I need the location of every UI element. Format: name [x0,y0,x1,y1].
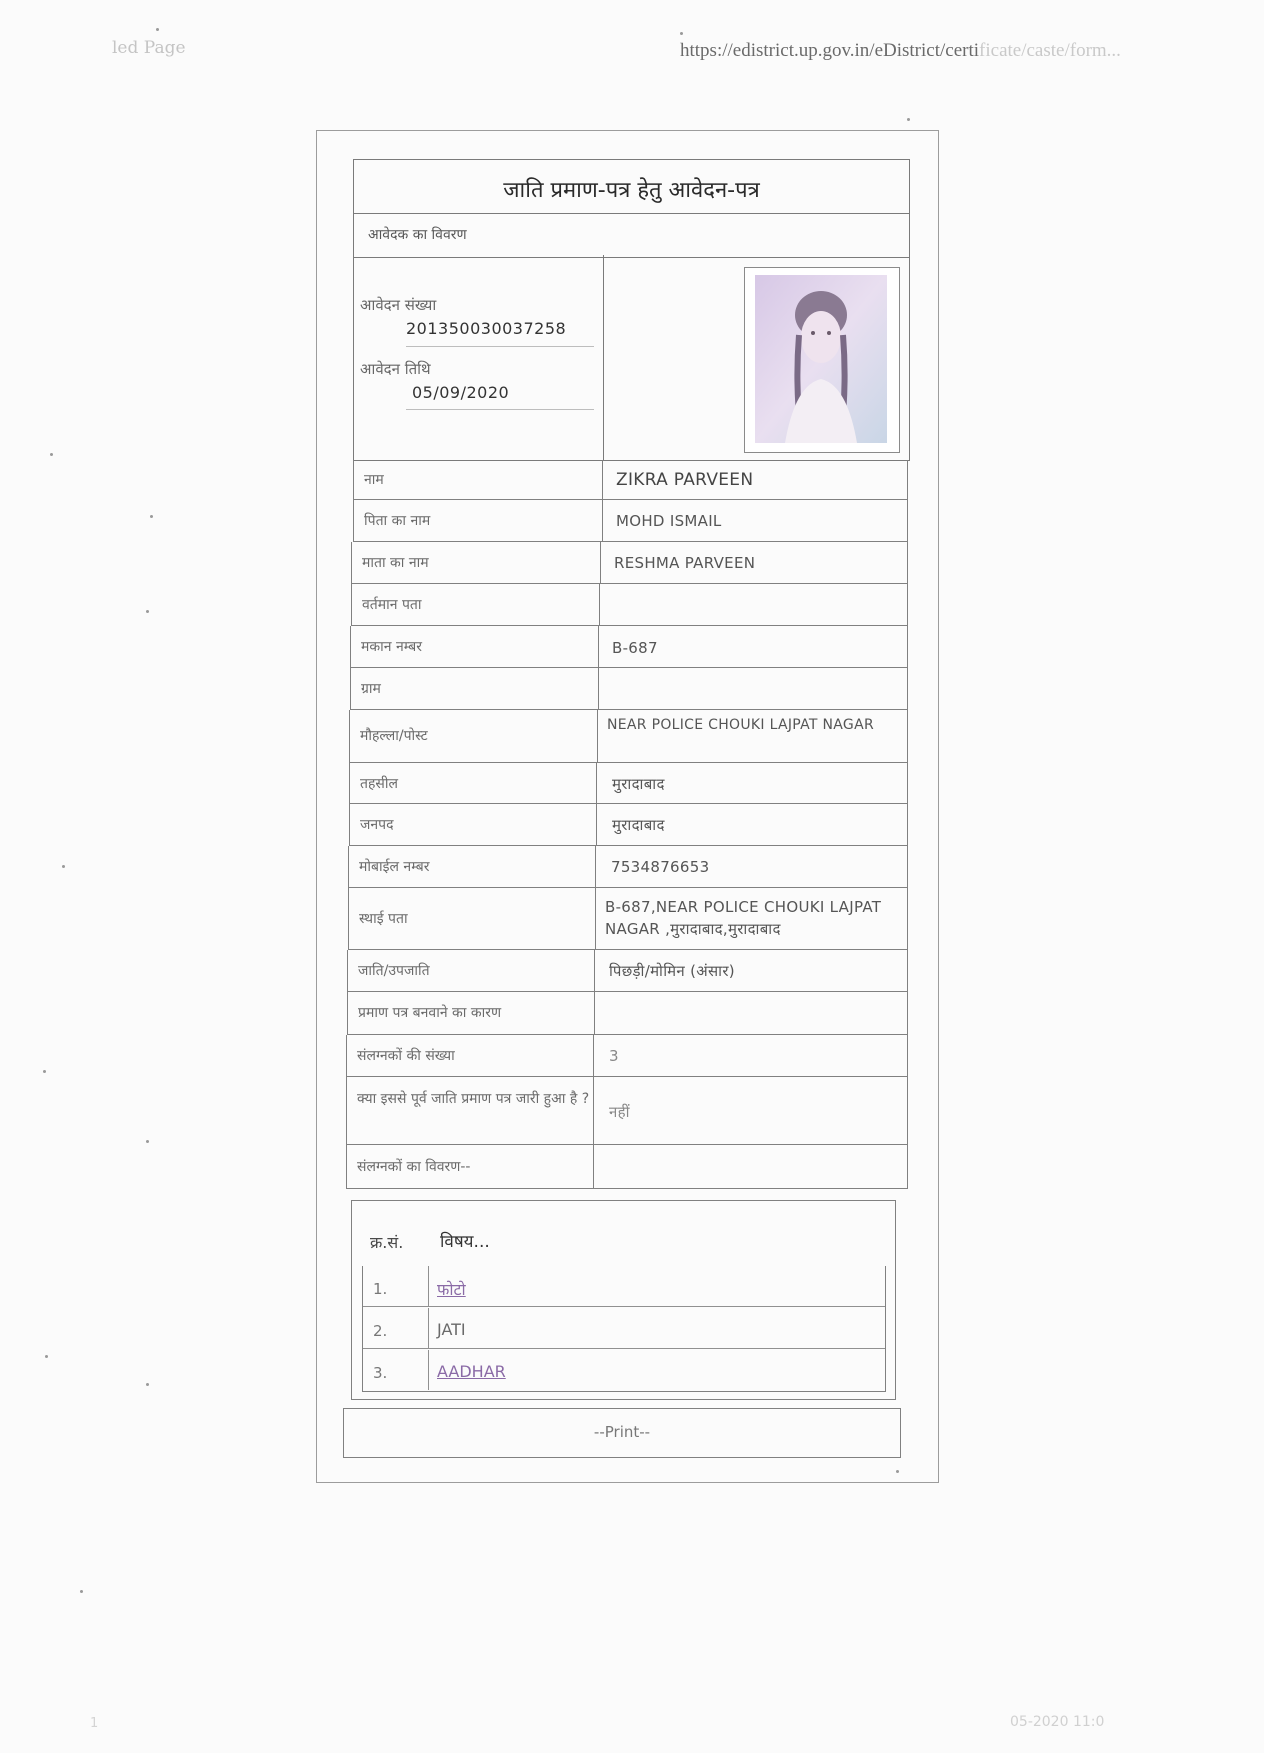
detail-row-tehsil [349,763,908,804]
scan-speck [43,1070,46,1073]
permanent-address: B-687,NEAR POLICE CHOUKI LAJPAT NAGAR ,मुरादाबाद,मुरादाबाद [605,898,882,938]
column-header-sr: क्र.सं. [370,1233,404,1252]
column-divider [599,584,600,625]
detail-row-attachment-count [346,1035,908,1077]
title-divider [354,213,909,214]
column-divider [596,763,597,803]
column-divider [596,804,597,845]
caste-subcaste: पिछड़ी/मोमिन (अंसार) [609,962,735,980]
print-link[interactable]: --Print-- [593,1423,651,1441]
scan-speck [62,865,65,868]
item-number: 2. [373,1322,388,1340]
form-title: जाति प्रमाण-पत्र हेतु आवेदन-पत्र [503,178,760,203]
detail-row-mobile [348,846,908,888]
scan-speck [907,118,910,121]
column-divider [602,500,603,541]
section-label: आवेदक का विवरण [368,227,467,243]
row-label: माता का नाम [362,555,429,571]
locality: NEAR POLICE CHOUKI LAJPAT NAGAR [607,717,874,733]
house-number: B-687 [612,639,658,657]
application-number: 201350030037258 [406,319,567,338]
column-divider [593,1035,594,1076]
attachment-link-photo[interactable]: फोटो [437,1280,466,1299]
row-label: जाति/उपजाति [358,963,430,979]
attachments-table [351,1200,896,1400]
row-label: तहसील [360,776,398,792]
row-label: वर्तमान पता [362,597,422,613]
detail-row-reason [347,992,908,1035]
divider [406,346,594,347]
list-item [363,1308,885,1349]
column-divider [603,255,604,460]
mobile-number: 7534876653 [611,858,710,876]
column-divider [595,888,596,949]
column-divider [598,626,599,667]
column-divider [593,1145,594,1188]
row-label: मोबाईल नम्बर [359,859,430,875]
district: मुरादाबाद [612,816,665,834]
scan-speck [146,1383,149,1386]
column-divider [597,710,598,762]
applicant-photo [744,267,900,453]
column-divider [428,1308,429,1348]
row-label: प्रमाण पत्र बनवाने का कारण [358,1005,502,1021]
column-divider [598,668,599,709]
detail-row-village [350,668,908,710]
portrait-icon [755,275,887,443]
scan-speck [45,1355,48,1358]
detail-row-name [353,460,908,500]
scan-speck [146,610,149,613]
print-row [343,1408,901,1458]
application-date: 05/09/2020 [412,383,510,402]
row-label: मौहल्ला/पोस्ट [360,728,428,744]
detail-row-caste [347,950,908,992]
row-label: ग्राम [361,681,381,697]
column-divider [602,460,603,499]
row-label: पिता का नाम [364,513,431,529]
column-divider [593,1077,594,1144]
scan-speck [146,1140,149,1143]
detail-row-district [349,804,908,846]
detail-row-attachment-details [346,1145,908,1189]
previous-certificate-issued: नहीं [609,1103,630,1121]
divider [406,409,594,410]
detail-row-father [353,500,908,542]
applicant-name: ZIKRA PARVEEN [616,470,754,490]
row-label: संलग्नकों का विवरण-- [357,1159,471,1175]
father-name: MOHD ISMAIL [616,512,722,530]
item-number: 3. [373,1364,388,1382]
footer-timestamp: 05-2020 11:0 [1010,1714,1105,1730]
scan-speck [680,32,683,35]
attachments-list [362,1266,886,1392]
mother-name: RESHMA PARVEEN [614,554,756,572]
url-visible: https://edistrict.up.gov.in/eDistrict/certi [680,40,980,61]
scan-speck [80,1590,83,1593]
item-number: 1. [373,1280,388,1298]
column-divider [594,992,595,1034]
detail-row-mother [351,542,908,584]
application-info-block [353,255,910,461]
footer-page-fragment: 1 [90,1716,99,1731]
column-divider [428,1350,429,1390]
row-label: जनपद [360,817,394,833]
detail-row-locality [349,710,908,763]
tehsil: मुरादाबाद [612,775,665,793]
row-label: मकान नम्बर [361,639,423,655]
row-label: स्थाई पता [359,911,408,927]
attachment-count: 3 [609,1047,619,1065]
column-header-subject: विषय... [440,1232,490,1252]
form-header [353,159,910,258]
list-item [363,1350,885,1390]
application-date-label: आवेदन तिथि [360,360,431,378]
url-faded: ficate/caste/form... [979,40,1121,61]
scan-speck [50,453,53,456]
list-item [363,1266,885,1307]
column-divider [600,542,601,583]
column-divider [594,950,595,991]
attachment-caste: JATI [437,1320,466,1339]
attachment-link-aadhar[interactable]: AADHAR [437,1362,506,1381]
page-header-fragment: led Page [112,38,186,58]
page-url [680,40,1121,62]
row-label: क्या इससे पूर्व जाति प्रमाण पत्र जारी हुआ है ? [357,1091,590,1107]
scan-speck [156,28,159,31]
detail-row-current-address [351,584,908,626]
column-divider [428,1266,429,1306]
row-label: नाम [364,472,384,488]
scan-speck [150,515,153,518]
row-label: संलग्नकों की संख्या [357,1048,455,1064]
detail-row-previous-certificate [346,1077,908,1145]
detail-row-permanent-address [348,888,908,950]
application-number-label: आवेदन संख्या [360,296,437,314]
column-divider [595,846,596,887]
detail-row-house-no [350,626,908,668]
